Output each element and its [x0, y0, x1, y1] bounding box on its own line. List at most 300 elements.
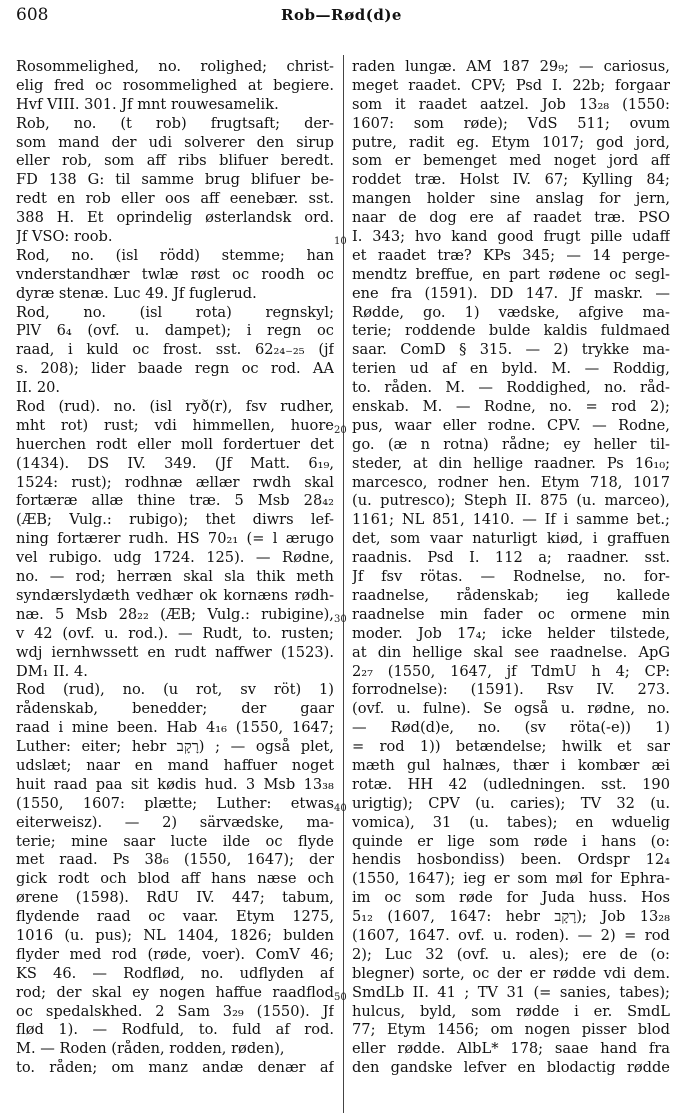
word: oprindelig — [116, 209, 193, 227]
word: Jf — [352, 568, 364, 586]
text-line — [352, 908, 670, 927]
word: til — [115, 171, 131, 189]
word: brug — [204, 171, 240, 189]
word: 42 — [448, 775, 468, 793]
text-line — [352, 965, 670, 984]
word: sit — [130, 775, 149, 793]
word: SmdLb — [352, 983, 405, 1001]
word: Msb — [257, 492, 290, 510]
word: kødis — [157, 775, 197, 793]
text-line — [16, 946, 334, 965]
word: rolighed; — [200, 58, 268, 75]
word: ales); — [529, 945, 570, 963]
word: — — [579, 58, 594, 75]
word: 5 — [234, 492, 244, 510]
word: en — [575, 813, 594, 831]
word: dem. — [633, 964, 670, 982]
word: 6₁₉, — [308, 454, 334, 472]
word: 2) — [162, 813, 178, 831]
word: ord. — [304, 209, 334, 227]
word: — — [178, 624, 193, 642]
word: sine — [489, 190, 521, 208]
text-line — [16, 530, 334, 549]
word: cariosus, — [603, 58, 670, 75]
word: maskr. — [594, 284, 643, 302]
word: rob — [85, 190, 111, 208]
text-line — [352, 549, 670, 568]
word: huerchen — [16, 435, 87, 453]
word: 3 — [245, 775, 256, 793]
word: oc — [148, 908, 166, 926]
word: a; — [538, 549, 552, 567]
word: kornæns — [223, 586, 289, 604]
text-line — [16, 379, 334, 398]
word: hebr — [505, 908, 540, 926]
word: h — [591, 662, 601, 680]
word: kombær — [577, 756, 640, 774]
word: ma- — [642, 303, 670, 321]
word: 4; — [615, 662, 630, 680]
word: no. — [549, 398, 572, 416]
word: ormene — [570, 605, 627, 623]
word: voer). — [202, 945, 246, 963]
text-line — [16, 927, 334, 946]
word: til- — [649, 435, 670, 453]
word: רָקָב) — [176, 738, 205, 756]
word: Ephra- — [619, 870, 670, 888]
word: 67; — [544, 171, 569, 189]
word: Jf — [121, 95, 138, 113]
word: ællær — [195, 473, 240, 491]
word: (= — [533, 983, 552, 1001]
word: eiterweisz). — [16, 813, 103, 831]
word: holder — [426, 190, 475, 208]
word: hulcus, — [352, 1002, 406, 1020]
word: Rodflød, — [123, 964, 185, 982]
word: IV. — [127, 454, 146, 472]
text-line — [16, 851, 334, 870]
word: etwas — [290, 794, 334, 812]
word: (råden, — [111, 1040, 170, 1058]
word: 447; — [232, 889, 265, 907]
word: pus); — [95, 926, 133, 944]
text-line — [16, 58, 334, 77]
word: haffue — [215, 983, 262, 1001]
word: no. — [83, 303, 106, 321]
word: som — [352, 152, 383, 170]
word: huss. — [588, 889, 628, 907]
word: KPs — [483, 246, 511, 264]
text-line — [16, 492, 334, 511]
word: råden. — [384, 379, 433, 397]
word: rødene — [548, 265, 601, 283]
word: = — [585, 398, 598, 416]
word: raadner. — [534, 454, 596, 472]
word: rod.). — [128, 624, 169, 642]
word: blodactig — [546, 1059, 616, 1077]
text-line — [16, 738, 334, 757]
word: mand — [58, 133, 100, 151]
text-line — [352, 1040, 670, 1059]
word: 1647; — [291, 719, 334, 737]
word: saae — [554, 1040, 589, 1058]
word: ieg — [566, 586, 590, 604]
word: jord, — [635, 133, 670, 151]
word: v — [16, 624, 25, 642]
word: der — [111, 133, 137, 151]
word: som — [390, 530, 421, 548]
word: fortærer — [57, 530, 121, 548]
word: (røde, — [147, 945, 192, 963]
word: himmellen, — [192, 416, 275, 434]
word: raad. — [59, 851, 98, 869]
word: 32 — [616, 794, 635, 812]
word: der — [56, 983, 82, 1001]
text-line — [16, 795, 334, 814]
word: moll — [180, 435, 213, 453]
margin-line-number: 10 — [334, 236, 347, 247]
word: NL — [143, 926, 166, 944]
word: u. — [502, 945, 517, 963]
word: raadet — [533, 209, 582, 227]
word: halnæs, — [442, 756, 501, 774]
word: raadnis. — [352, 549, 412, 567]
word: som — [489, 832, 520, 850]
word: raadet — [418, 95, 467, 113]
word: TV — [580, 794, 601, 812]
word: udaff — [632, 228, 670, 246]
word: Rødne, — [281, 549, 334, 567]
word: FD — [16, 171, 38, 189]
word: regn — [267, 322, 302, 340]
word: flyde — [297, 832, 334, 850]
word: Jf — [322, 1002, 334, 1020]
word: (Jf — [214, 454, 232, 472]
text-line — [352, 606, 670, 625]
text-line — [352, 814, 670, 833]
word: (1591). — [424, 284, 478, 302]
word: rodhnæ — [124, 473, 183, 491]
word: også — [255, 738, 291, 756]
word: rodner — [437, 473, 488, 491]
text-line — [16, 965, 334, 984]
word: raadner. — [567, 549, 630, 567]
word: (u. — [576, 492, 597, 510]
word: jern, — [635, 190, 670, 208]
word: er — [394, 152, 411, 170]
word: 1). — [58, 1021, 79, 1039]
word: raad — [96, 908, 131, 926]
word: enskab. — [352, 398, 410, 416]
word: (ovf. — [352, 700, 385, 718]
word: nogen — [159, 983, 205, 1001]
word: 4. — [73, 662, 88, 680]
word: kiød, — [546, 530, 584, 548]
word: no. — [604, 379, 627, 397]
word: røde); — [463, 114, 508, 132]
word: det, — [352, 530, 381, 548]
word: 273. — [637, 681, 670, 699]
text-line — [16, 1003, 334, 1022]
word: no. — [73, 114, 97, 132]
word: If — [544, 511, 556, 529]
word: naffwer — [215, 643, 272, 661]
word: oc — [16, 1002, 33, 1020]
word: rod — [644, 926, 670, 944]
word: thær — [512, 756, 549, 774]
word: DM₁ — [16, 662, 54, 680]
word: saar — [123, 832, 156, 850]
word: Roddighed, — [506, 379, 591, 397]
word: andæ — [202, 1059, 244, 1077]
word: Et — [87, 209, 104, 227]
word: to. — [252, 624, 272, 642]
word: roden). — [515, 926, 570, 944]
word: — — [40, 1040, 60, 1058]
word: eenebær. — [229, 190, 299, 208]
text-line — [352, 927, 670, 946]
word: sst. — [308, 190, 334, 208]
word: ma- — [306, 813, 334, 831]
word: ribs — [178, 152, 207, 170]
word: Rudt, — [202, 624, 243, 642]
word: ey — [563, 435, 581, 453]
word: mnt — [137, 95, 171, 113]
text-line — [352, 398, 670, 417]
word: plætte; — [144, 794, 198, 812]
text-line — [16, 77, 334, 96]
word: en — [469, 360, 488, 378]
word: som — [104, 152, 135, 170]
word: l — [272, 530, 278, 548]
word: 187 — [501, 58, 530, 75]
word: som — [471, 1002, 502, 1020]
word: 13₃₈ — [303, 775, 334, 793]
word: — — [455, 398, 471, 416]
word: træ. — [189, 492, 221, 510]
word: (u. — [64, 926, 85, 944]
word: stenæ. — [58, 284, 114, 302]
word: 388 — [16, 209, 44, 227]
word: Ps — [112, 851, 130, 869]
word: trykke — [581, 341, 630, 359]
word: blegner) — [352, 964, 415, 982]
text-line — [16, 209, 334, 228]
word: (1607, — [387, 908, 435, 926]
word: 46. — [53, 964, 77, 982]
word: 41 — [437, 983, 456, 1001]
word: fader — [483, 605, 523, 623]
word: eller — [137, 435, 171, 453]
word: vaar. — [182, 908, 219, 926]
word: en — [147, 643, 166, 661]
margin-line-number: 50 — [334, 992, 347, 1003]
word: fsv — [245, 398, 267, 416]
word: mand — [167, 756, 209, 774]
word: rudh. — [128, 530, 169, 548]
text-line — [16, 152, 334, 171]
word: er. — [593, 1002, 613, 1020]
word: roodh — [261, 265, 305, 283]
word: vaar — [429, 530, 463, 548]
text-line — [352, 247, 670, 266]
word: dampet); — [164, 322, 232, 340]
word: 31 — [506, 983, 526, 1001]
word: thine — [137, 492, 176, 510]
word: pus, — [352, 416, 383, 434]
word: bulde — [488, 322, 531, 340]
word: 22b; — [572, 76, 606, 94]
word: urigtig); — [352, 794, 413, 812]
text-line — [16, 681, 334, 700]
word: CPV — [428, 794, 460, 812]
text-line — [352, 946, 670, 965]
word: ere — [582, 945, 607, 963]
word: byld. — [501, 360, 538, 378]
margin-line-number: 30 — [334, 614, 347, 625]
word: to. — [16, 1059, 36, 1077]
word: s. — [16, 360, 29, 378]
word: bemenget — [423, 152, 497, 170]
margin-line-number: 40 — [334, 803, 347, 814]
word: afgive — [578, 303, 624, 321]
word: raadet — [377, 246, 427, 264]
word: mæth — [352, 756, 395, 774]
text-line — [16, 625, 334, 644]
word: 1647: — [449, 908, 492, 926]
text-line — [352, 455, 670, 474]
word: — — [480, 568, 496, 586]
word: Jf — [16, 228, 32, 246]
text-line — [352, 266, 670, 285]
word: Rsv — [546, 681, 574, 699]
word: n — [420, 435, 430, 453]
word: vædske, — [498, 303, 560, 321]
word: et — [617, 738, 632, 756]
text-line — [352, 776, 670, 795]
word: radit — [408, 133, 445, 151]
word: mine — [71, 719, 109, 737]
word: rosommelighed — [122, 76, 238, 94]
word: fuldmaed — [600, 322, 670, 340]
word: frugt — [543, 228, 581, 246]
word: østerlandsk — [205, 209, 292, 227]
word: om — [490, 1021, 514, 1039]
word: 16₁₀; — [634, 454, 670, 472]
word: — — [230, 738, 246, 756]
word: ok — [199, 586, 217, 604]
text-line — [16, 247, 334, 266]
word: skal — [304, 473, 334, 491]
text-line — [352, 77, 670, 96]
word: (æ — [387, 435, 408, 453]
word: 1)) — [419, 738, 441, 756]
word: IV. — [596, 681, 615, 699]
word: 1) — [655, 719, 670, 737]
word: i — [563, 511, 569, 529]
text-line — [16, 870, 334, 889]
word: icke — [501, 624, 532, 642]
word: רָקָב); — [554, 908, 587, 926]
word: sla — [224, 568, 245, 586]
word: den — [352, 1059, 380, 1077]
word: hendis — [352, 851, 401, 869]
word: oos — [164, 190, 191, 208]
word: sst. — [644, 549, 670, 567]
word: — — [352, 719, 367, 737]
word: syndærslydæth — [16, 586, 130, 604]
word: træ. — [414, 171, 446, 189]
word: jord — [608, 152, 639, 170]
word: rusten; — [281, 624, 334, 642]
text-line — [352, 587, 670, 606]
word: benedder; — [132, 700, 208, 718]
text-line — [352, 663, 670, 682]
word: træ. — [594, 209, 626, 227]
word: — — [525, 341, 541, 359]
word: oc — [265, 832, 283, 850]
word: helder — [547, 624, 595, 642]
word: ere — [469, 209, 494, 227]
word: sst. — [215, 341, 242, 359]
word: be- — [311, 171, 334, 189]
word: (isl — [139, 303, 163, 321]
text-line — [352, 984, 670, 1003]
word: skal — [91, 983, 122, 1001]
word: 1607: — [352, 114, 395, 132]
word: udg — [113, 549, 142, 567]
word: 2 — [155, 1002, 165, 1020]
word: 28₄₂ — [303, 492, 334, 510]
word: som — [16, 133, 47, 151]
word: saar. — [352, 341, 387, 359]
word: redt — [16, 190, 47, 208]
word: TV — [477, 983, 498, 1001]
word: der — [497, 964, 522, 982]
word: part — [509, 265, 540, 283]
word: 718, — [589, 473, 623, 491]
word: med — [509, 152, 542, 170]
word: raad — [53, 775, 88, 793]
word: 46; — [310, 945, 334, 963]
text-line — [16, 757, 334, 776]
word: 147. — [525, 284, 559, 302]
word: kuld — [86, 341, 119, 359]
word: tilstede, — [610, 624, 670, 642]
word: 1275, — [292, 908, 334, 926]
word: been. — [117, 719, 158, 737]
text-line — [352, 58, 670, 77]
word: PlV — [16, 322, 42, 340]
word: wdj — [16, 643, 43, 661]
word: 29₉; — [539, 58, 569, 75]
text-line — [16, 417, 334, 436]
word: 84; — [646, 171, 670, 189]
word: 125). — [206, 549, 245, 567]
word: 511; — [577, 114, 610, 132]
word: solverer — [184, 133, 245, 151]
text-line — [352, 360, 670, 379]
word: raadnelse. — [550, 643, 628, 661]
word: 70₂₁ — [207, 530, 239, 548]
text-line — [352, 436, 670, 455]
word: hud. — [204, 775, 238, 793]
word: spedalskhed. — [45, 1002, 143, 1020]
text-line — [16, 814, 334, 833]
text-line — [16, 228, 334, 247]
word: 14 — [592, 246, 611, 264]
word: med — [69, 945, 102, 963]
